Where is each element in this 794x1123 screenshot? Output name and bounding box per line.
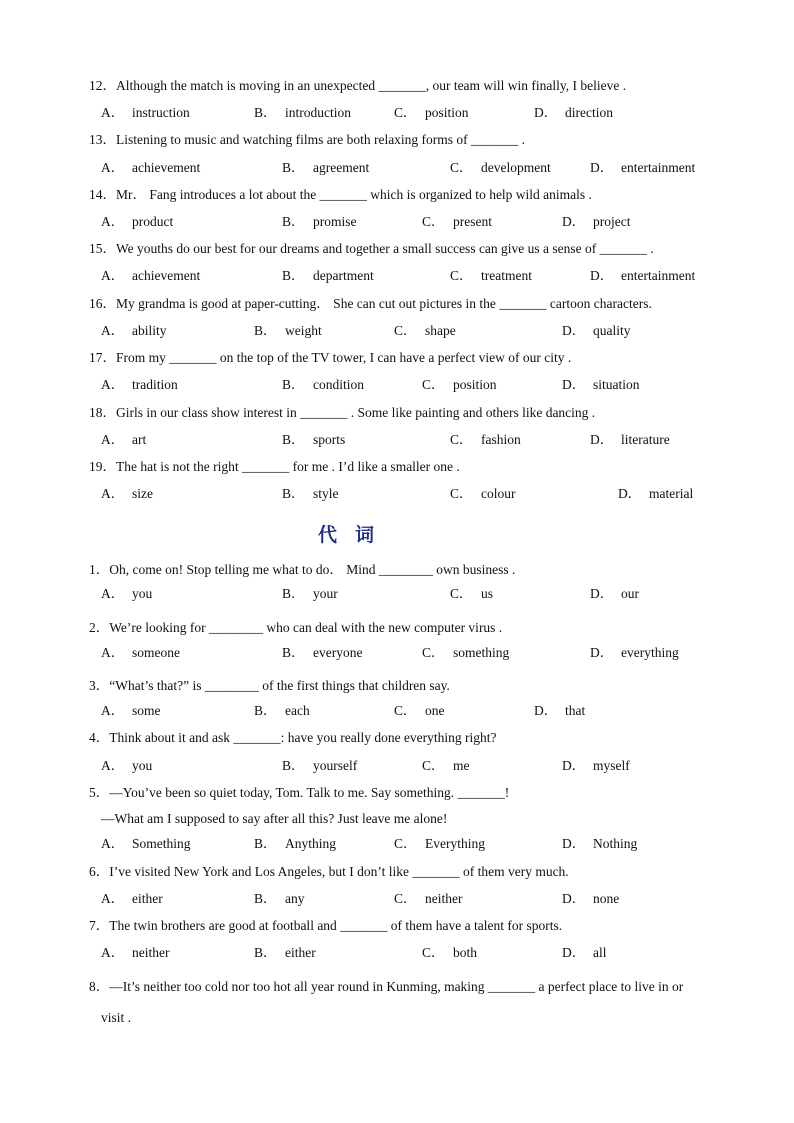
- question-text: 14．Mr． Fang introduces a lot about the _______ which is organized to help wild animals .: [89, 187, 592, 202]
- question-text: 13．Listening to music and watching films are both relaxing forms of _______ .: [89, 132, 526, 147]
- option-c: C． us: [450, 586, 494, 601]
- options-row: [101, 159, 741, 176]
- option-a: A． tradition: [101, 377, 178, 392]
- option-b: B． yourself: [282, 758, 358, 773]
- question-text: 18．Girls in our class show interest in _______ . Some like painting and others like dancing .: [89, 405, 596, 420]
- option-c: C． something: [422, 645, 510, 660]
- option-a: A． product: [101, 214, 174, 229]
- options-row: [101, 890, 741, 907]
- question-text-line2: visit .: [101, 1010, 132, 1025]
- option-d: D． our: [590, 586, 639, 601]
- options-row: [101, 585, 741, 602]
- option-b: B． introduction: [254, 105, 351, 120]
- option-b: B． style: [282, 486, 339, 501]
- options-row: [101, 944, 741, 961]
- option-c: C． development: [450, 160, 551, 175]
- question-text: 16．My grandma is good at paper-cutting． She can cut out pictures in the _______ cartoon characters.: [89, 296, 652, 311]
- option-a: A． either: [101, 891, 163, 906]
- option-c: C． shape: [394, 323, 456, 338]
- question-text: 7．The twin brothers are good at football and _______ of them have a talent for sports.: [89, 918, 563, 933]
- option-d: D． entertainment: [590, 160, 696, 175]
- option-c: C． position: [394, 105, 469, 120]
- options-row: [101, 757, 741, 774]
- option-b: B． weight: [254, 323, 322, 338]
- option-c: C． colour: [450, 486, 516, 501]
- option-a: A． achievement: [101, 268, 201, 283]
- option-b: B． promise: [282, 214, 357, 229]
- option-a: A． neither: [101, 945, 170, 960]
- question-text: 2．We’re looking for ________ who can deal with the new computer virus .: [89, 620, 503, 635]
- question-text-line2: —What am I supposed to say after all this? Just leave me alone!: [101, 811, 448, 826]
- question-text: 8．—It’s neither too cold nor too hot all year round in Kunming, making _______ a perfect place to live in or: [89, 979, 684, 994]
- option-d: D． all: [562, 945, 607, 960]
- option-d: D． literature: [590, 432, 670, 447]
- option-a: A． ability: [101, 323, 167, 338]
- question-text: 17．From my _______ on the top of the TV tower, I can have a perfect view of our city .: [89, 350, 572, 365]
- option-b: B． department: [282, 268, 374, 283]
- option-b: B． agreement: [282, 160, 370, 175]
- option-d: D． project: [562, 214, 631, 229]
- option-b: B． either: [254, 945, 316, 960]
- option-c: C． fashion: [450, 432, 521, 447]
- option-d: D． myself: [562, 758, 630, 773]
- option-b: B． sports: [282, 432, 346, 447]
- option-d: D． direction: [534, 105, 613, 120]
- options-row: [101, 267, 741, 284]
- option-c: C． present: [422, 214, 492, 229]
- options-row: [101, 702, 741, 719]
- options-row: [101, 213, 741, 230]
- options-row: [101, 485, 741, 502]
- option-b: B． each: [254, 703, 310, 718]
- option-c: C． neither: [394, 891, 463, 906]
- section-title: 代词: [318, 524, 393, 546]
- option-a: A． someone: [101, 645, 180, 660]
- option-d: D． Nothing: [562, 836, 638, 851]
- option-c: C． treatment: [450, 268, 532, 283]
- option-a: A． Something: [101, 836, 191, 851]
- option-c: C． one: [394, 703, 445, 718]
- options-row: [101, 431, 741, 448]
- option-a: A． instruction: [101, 105, 190, 120]
- option-d: D． quality: [562, 323, 631, 338]
- option-a: A． you: [101, 758, 153, 773]
- option-b: B． any: [254, 891, 305, 906]
- option-d: D． situation: [562, 377, 640, 392]
- option-a: A． some: [101, 703, 161, 718]
- option-a: A． you: [101, 586, 153, 601]
- options-row: [101, 376, 741, 393]
- option-b: B． condition: [282, 377, 364, 392]
- option-c: C． both: [422, 945, 478, 960]
- option-c: C． position: [422, 377, 497, 392]
- option-c: C． Everything: [394, 836, 485, 851]
- option-d: D． that: [534, 703, 586, 718]
- option-d: D． none: [562, 891, 620, 906]
- option-d: D． material: [618, 486, 694, 501]
- options-row: [101, 104, 741, 121]
- question-text: 5．—You’ve been so quiet today, Tom. Talk to me. Say something. _______!: [89, 785, 510, 800]
- option-a: A． art: [101, 432, 147, 447]
- question-text: 12．Although the match is moving in an unexpected _______, our team will win finally, I believe .: [89, 78, 627, 93]
- options-row: [101, 644, 741, 661]
- question-text: 19．The hat is not the right _______ for me . I’d like a smaller one .: [89, 459, 460, 474]
- option-d: D． everything: [590, 645, 679, 660]
- option-a: A． size: [101, 486, 153, 501]
- option-b: B． everyone: [282, 645, 363, 660]
- option-b: B． your: [282, 586, 338, 601]
- option-d: D． entertainment: [590, 268, 696, 283]
- options-row: [101, 835, 741, 852]
- question-text: 3．“What’s that?” is ________ of the first things that children say.: [89, 678, 450, 693]
- options-row: [101, 322, 741, 339]
- option-c: C． me: [422, 758, 470, 773]
- option-a: A． achievement: [101, 160, 201, 175]
- question-text: 4．Think about it and ask _______: have you really done everything right?: [89, 730, 497, 745]
- option-b: B． Anything: [254, 836, 337, 851]
- question-text: 15．We youths do our best for our dreams and together a small success can give us a sense of _______ .: [89, 241, 654, 256]
- question-text: 1．Oh, come on! Stop telling me what to do． Mind ________ own business .: [89, 562, 516, 577]
- question-text: 6．I’ve visited New York and Los Angeles, but I don’t like _______ of them very much.: [89, 864, 569, 879]
